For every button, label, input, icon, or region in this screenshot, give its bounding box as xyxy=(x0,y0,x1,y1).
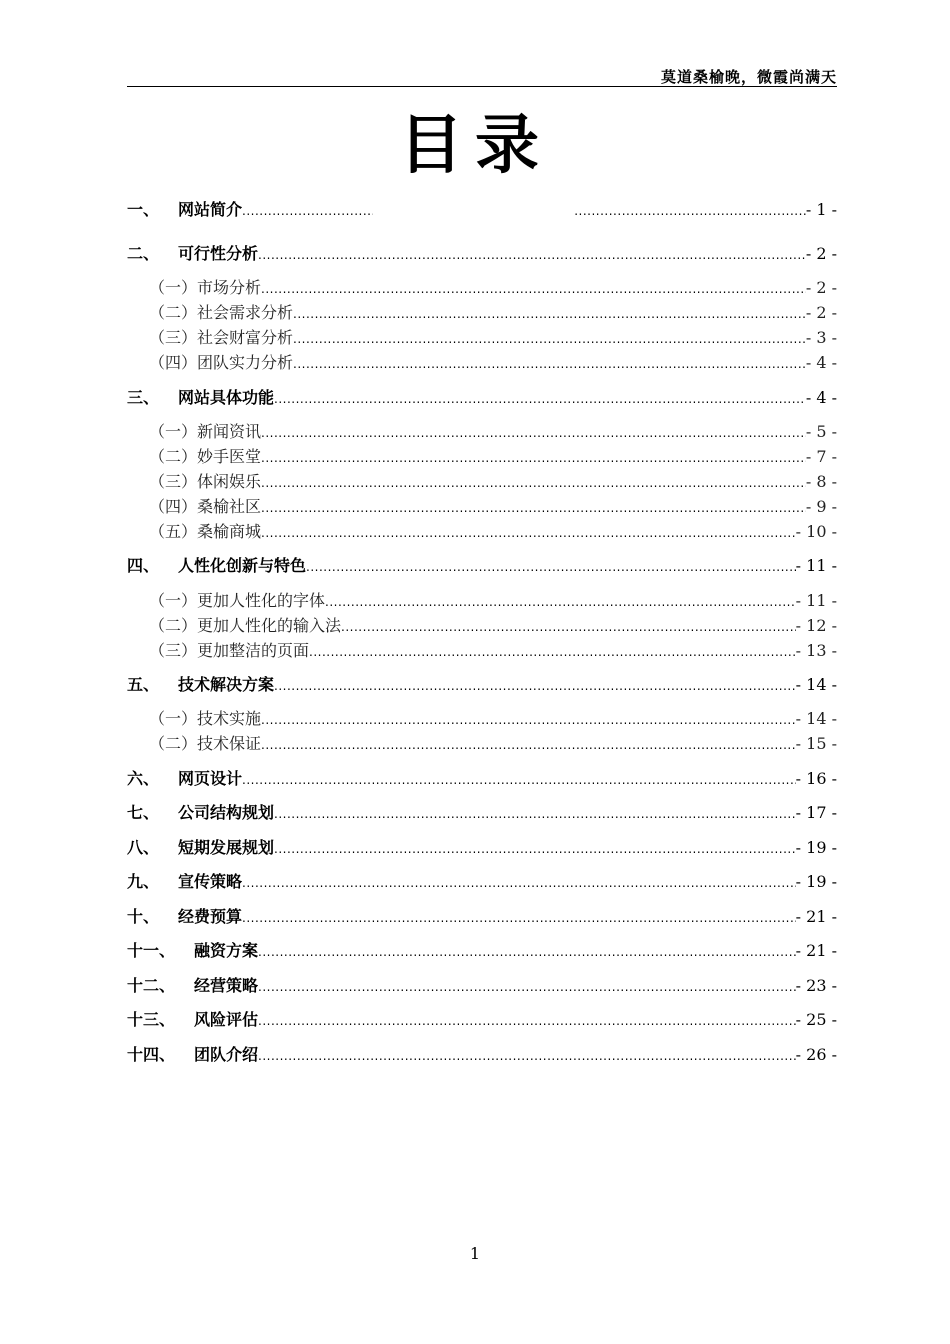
toc-dot-leader xyxy=(261,472,806,494)
toc-entry-number: 三、 xyxy=(127,388,160,407)
toc-entry-number: 六、 xyxy=(127,769,160,788)
toc-dot-leader xyxy=(261,709,796,731)
toc-entry-label: 妙手医堂 xyxy=(197,447,262,466)
toc-entry-page: - 2 - xyxy=(805,278,837,297)
toc-dot-leader xyxy=(261,497,806,519)
toc-dot-leader xyxy=(306,556,796,578)
toc-subentry[interactable] xyxy=(127,521,837,543)
toc-dot-leader xyxy=(261,522,796,544)
toc-entry[interactable] xyxy=(127,1009,837,1031)
toc-entry[interactable] xyxy=(127,837,837,859)
toc-entry[interactable] xyxy=(127,1044,837,1066)
toc-entry-number: 九、 xyxy=(127,872,160,891)
toc-dot-leader xyxy=(274,803,796,825)
toc-entry-page: - 16 - xyxy=(795,769,837,788)
toc-entry-number: （二） xyxy=(149,303,198,322)
toc-entry-page: - 7 - xyxy=(805,447,837,466)
toc-entry-label: 桑榆商城 xyxy=(197,522,262,541)
toc-entry-number: （五） xyxy=(149,522,198,541)
toc-dot-leader xyxy=(274,675,796,697)
toc-dot-leader xyxy=(325,591,796,613)
toc-entry-label: 市场分析 xyxy=(197,278,262,297)
toc-entry-number: 十二、 xyxy=(127,976,176,995)
leader-gap xyxy=(373,200,573,222)
toc-entry-number: （三） xyxy=(149,472,198,491)
toc-entry-label: 经营策略 xyxy=(194,976,259,995)
toc-entry-page: - 19 - xyxy=(795,872,837,891)
toc-entry[interactable] xyxy=(127,871,837,893)
toc-entry-number: 一、 xyxy=(127,200,160,219)
toc-entry-page: - 13 - xyxy=(795,641,837,660)
toc-entry-page: - 12 - xyxy=(795,616,837,635)
toc-entry-label: 网站简介 xyxy=(178,200,243,219)
toc-entry[interactable] xyxy=(127,674,837,696)
toc-dot-leader xyxy=(341,616,796,638)
page-title: 目录 xyxy=(399,108,551,183)
toc-subentry[interactable] xyxy=(127,590,837,612)
toc-entry-page: - 4 - xyxy=(805,388,837,407)
toc-entry-label: 网站具体功能 xyxy=(178,388,275,407)
toc-subentry[interactable] xyxy=(127,733,837,755)
toc-entry-label: 短期发展规划 xyxy=(178,838,275,857)
toc-subentry[interactable] xyxy=(127,421,837,443)
toc-entry[interactable] xyxy=(127,199,837,221)
toc-entry[interactable] xyxy=(127,906,837,928)
toc-dot-leader xyxy=(261,447,806,469)
toc-entry-label: 团队介绍 xyxy=(194,1045,259,1064)
toc-entry-number: 四、 xyxy=(127,556,160,575)
toc-dot-leader xyxy=(258,976,796,998)
toc-entry-label: 人性化创新与特色 xyxy=(178,556,307,575)
toc-entry-page: - 11 - xyxy=(795,591,837,610)
toc-entry-number: 十、 xyxy=(127,907,160,926)
toc-entry-number: 十一、 xyxy=(127,941,176,960)
toc-entry[interactable] xyxy=(127,940,837,962)
toc-subentry[interactable] xyxy=(127,471,837,493)
toc-entry-label: 网页设计 xyxy=(178,769,243,788)
toc-dot-leader xyxy=(242,769,796,791)
toc-entry-number: （一） xyxy=(149,709,198,728)
toc-entry-label: 公司结构规划 xyxy=(178,803,275,822)
toc-entry-page: - 17 - xyxy=(795,803,837,822)
toc-entry-label: 更加人性化的输入法 xyxy=(197,616,342,635)
toc-entry-page: - 2 - xyxy=(805,244,837,263)
toc-entry-number: （四） xyxy=(149,353,198,372)
toc-entry-label: 桑榆社区 xyxy=(197,497,262,516)
toc-entry-label: 技术实施 xyxy=(197,709,262,728)
toc-entry-number: （三） xyxy=(149,641,198,660)
toc-entry-page: - 9 - xyxy=(805,497,837,516)
toc-entry[interactable] xyxy=(127,768,837,790)
toc-dot-leader xyxy=(242,200,806,222)
toc-dot-leader xyxy=(309,641,796,663)
toc-entry-page: - 11 - xyxy=(795,556,837,575)
toc-entry-page: - 14 - xyxy=(795,709,837,728)
toc-entry-number: 八、 xyxy=(127,838,160,857)
toc-entry-page: - 1 - xyxy=(805,200,837,219)
toc-entry-number: 二、 xyxy=(127,244,160,263)
toc-entry-page: - 25 - xyxy=(795,1010,837,1029)
toc-entry-label: 社会财富分析 xyxy=(197,328,294,347)
toc-dot-leader xyxy=(293,353,806,375)
toc-entry-number: （一） xyxy=(149,278,198,297)
header-motto: 莫道桑榆晚，微霞尚满天 xyxy=(660,68,837,86)
toc-subentry[interactable] xyxy=(127,640,837,662)
toc-entry-label: 新闻资讯 xyxy=(197,422,262,441)
toc-dot-leader xyxy=(261,422,806,444)
toc-entry-label: 可行性分析 xyxy=(178,244,259,263)
toc-entry[interactable] xyxy=(127,975,837,997)
toc-dot-leader xyxy=(258,1045,796,1067)
toc-dot-leader xyxy=(274,838,796,860)
toc-entry-page: - 14 - xyxy=(795,675,837,694)
toc-dot-leader xyxy=(261,734,796,756)
toc-entry-number: （四） xyxy=(149,497,198,516)
toc-subentry[interactable] xyxy=(127,615,837,637)
toc-entry-label: 经费预算 xyxy=(178,907,243,926)
toc-subentry[interactable] xyxy=(127,708,837,730)
toc-entry-label: 更加人性化的字体 xyxy=(197,591,326,610)
toc-entry-label: 社会需求分析 xyxy=(197,303,294,322)
toc-entry-number: （一） xyxy=(149,422,198,441)
toc-entry-number: （二） xyxy=(149,734,198,753)
toc-dot-leader xyxy=(258,244,806,266)
toc-entry[interactable] xyxy=(127,555,837,577)
toc-entry-page: - 8 - xyxy=(805,472,837,491)
toc-entry-page: - 21 - xyxy=(795,907,837,926)
toc-entry-number: 七、 xyxy=(127,803,160,822)
toc-dot-leader xyxy=(242,872,796,894)
toc-entry-label: 宣传策略 xyxy=(178,872,243,891)
toc-entry-number: （三） xyxy=(149,328,198,347)
toc-entry-label: 技术解决方案 xyxy=(178,675,275,694)
toc-entry-number: 五、 xyxy=(127,675,160,694)
toc-entry-page: - 19 - xyxy=(795,838,837,857)
toc-dot-leader xyxy=(258,941,796,963)
page-header xyxy=(127,66,837,87)
toc-entry-number: （二） xyxy=(149,447,198,466)
page-number: 1 xyxy=(469,1244,481,1263)
toc-entry[interactable] xyxy=(127,243,837,265)
toc-entry-page: - 10 - xyxy=(795,522,837,541)
toc-entry-page: - 2 - xyxy=(805,303,837,322)
toc-entry-label: 融资方案 xyxy=(194,941,259,960)
toc-entry-page: - 4 - xyxy=(805,353,837,372)
toc-dot-leader xyxy=(242,907,796,929)
toc-entry-number: 十三、 xyxy=(127,1010,176,1029)
toc-entry-page: - 26 - xyxy=(795,1045,837,1064)
toc-entry-label: 风险评估 xyxy=(194,1010,259,1029)
toc-entry-number: （二） xyxy=(149,616,198,635)
toc-subentry[interactable] xyxy=(127,352,837,374)
toc-entry-label: 技术保证 xyxy=(197,734,262,753)
toc-subentry[interactable] xyxy=(127,302,837,324)
toc-entry-page: - 5 - xyxy=(805,422,837,441)
toc-entry-page: - 21 - xyxy=(795,941,837,960)
toc-dot-leader xyxy=(293,303,806,325)
toc-dot-leader xyxy=(261,278,806,300)
toc-entry-number: 十四、 xyxy=(127,1045,176,1064)
toc-subentry[interactable] xyxy=(127,327,837,349)
toc-entry[interactable] xyxy=(127,387,837,409)
toc-dot-leader xyxy=(258,1010,796,1032)
toc-entry-page: - 15 - xyxy=(795,734,837,753)
toc-subentry[interactable] xyxy=(127,496,837,518)
toc-entry-label: 更加整洁的页面 xyxy=(197,641,310,660)
toc-entry-label: 体闲娱乐 xyxy=(197,472,262,491)
toc-entry[interactable] xyxy=(127,802,837,824)
toc-entry-page: - 23 - xyxy=(795,976,837,995)
toc-subentry[interactable] xyxy=(127,446,837,468)
toc-dot-leader xyxy=(293,328,806,350)
toc-entry-number: （一） xyxy=(149,591,198,610)
toc-subentry[interactable] xyxy=(127,277,837,299)
toc-entry-page: - 3 - xyxy=(805,328,837,347)
toc-dot-leader xyxy=(274,388,806,410)
toc-entry-label: 团队实力分析 xyxy=(197,353,294,372)
